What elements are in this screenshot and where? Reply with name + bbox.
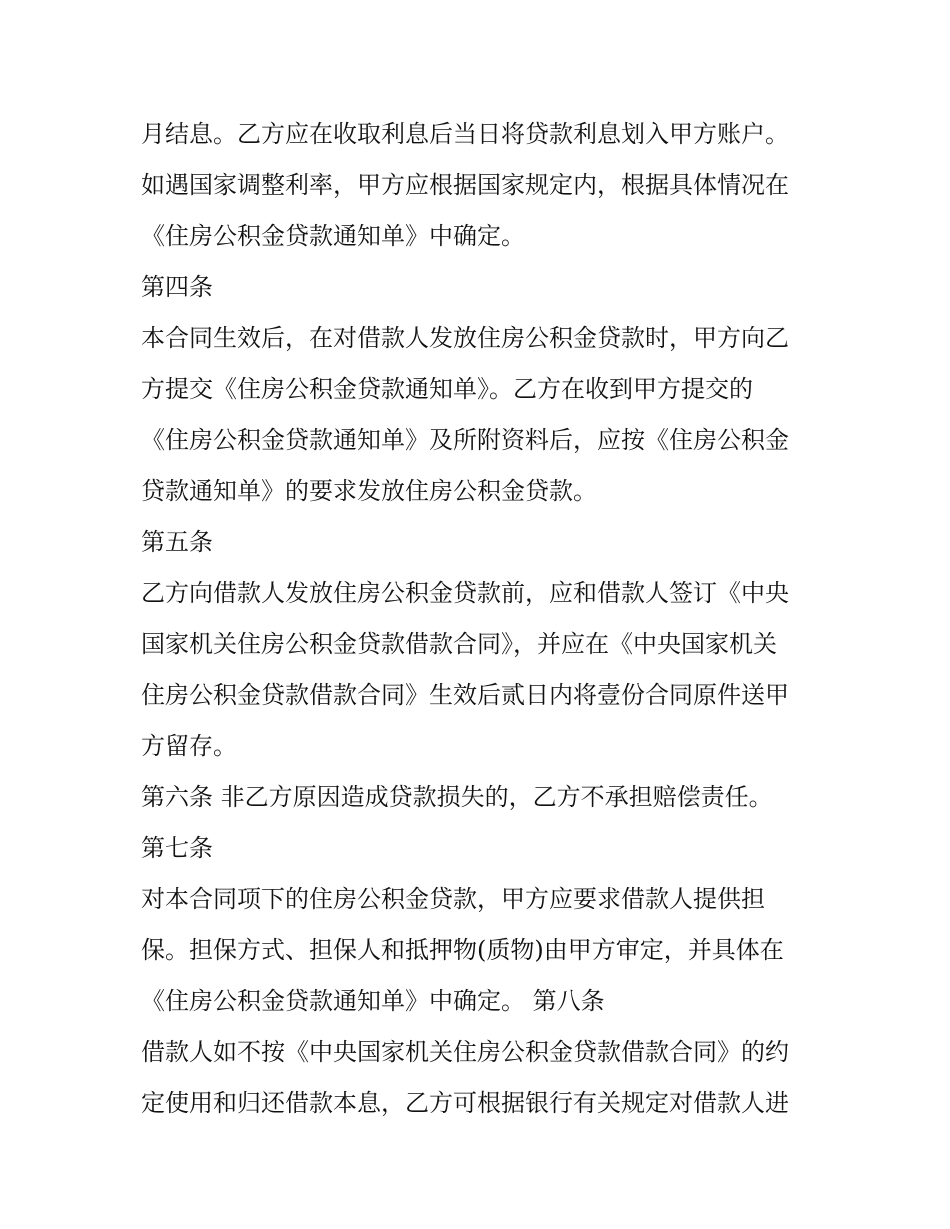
text-line: 如遇国家调整利率，甲方应根据国家规定内，根据具体情况在 <box>141 171 789 199</box>
text-line: 对本合同项下的住房公积金贷款，甲方应要求借款人提供担 <box>141 885 765 913</box>
contract-body-text <box>141 109 821 1129</box>
text-line: 方留存。 <box>141 732 237 760</box>
text-line: 第六条 非乙方原因造成贷款损失的，乙方不承担赔偿责任。 <box>141 783 773 811</box>
text-line: 《住房公积金贷款通知单》及所附资料后，应按《住房公积金 <box>141 426 789 454</box>
article-heading: 第五条 <box>141 528 213 556</box>
article-heading: 第七条 <box>141 834 213 862</box>
text-line: 方提交《住房公积金贷款通知单》。乙方在收到甲方提交的 <box>141 375 753 403</box>
article-heading: 第四条 <box>141 273 213 301</box>
text-line: 乙方向借款人发放住房公积金贷款前，应和借款人签订《中央 <box>141 579 789 607</box>
text-line: 《住房公积金贷款通知单》中确定。 <box>141 222 525 250</box>
text-line: 《住房公积金贷款通知单》中确定。 第八条 <box>141 987 605 1015</box>
text-line: 保。担保方式、担保人和抵押物(质物)由甲方审定，并具体在 <box>141 936 784 964</box>
text-line: 国家机关住房公积金贷款借款合同》，并应在《中央国家机关 <box>141 630 777 658</box>
text-line: 住房公积金贷款借款合同》生效后贰日内将壹份合同原件送甲 <box>141 681 789 709</box>
text-line: 贷款通知单》的要求发放住房公积金贷款。 <box>141 477 597 505</box>
text-line: 月结息。乙方应在收取利息后当日将贷款利息划入甲方账户。 <box>141 120 789 148</box>
text-line: 本合同生效后，在对借款人发放住房公积金贷款时，甲方向乙 <box>141 324 789 352</box>
text-line: 借款人如不按《中央国家机关住房公积金贷款借款合同》的约 <box>141 1038 789 1066</box>
text-line: 定使用和归还借款本息，乙方可根据银行有关规定对借款人进 <box>141 1089 789 1117</box>
